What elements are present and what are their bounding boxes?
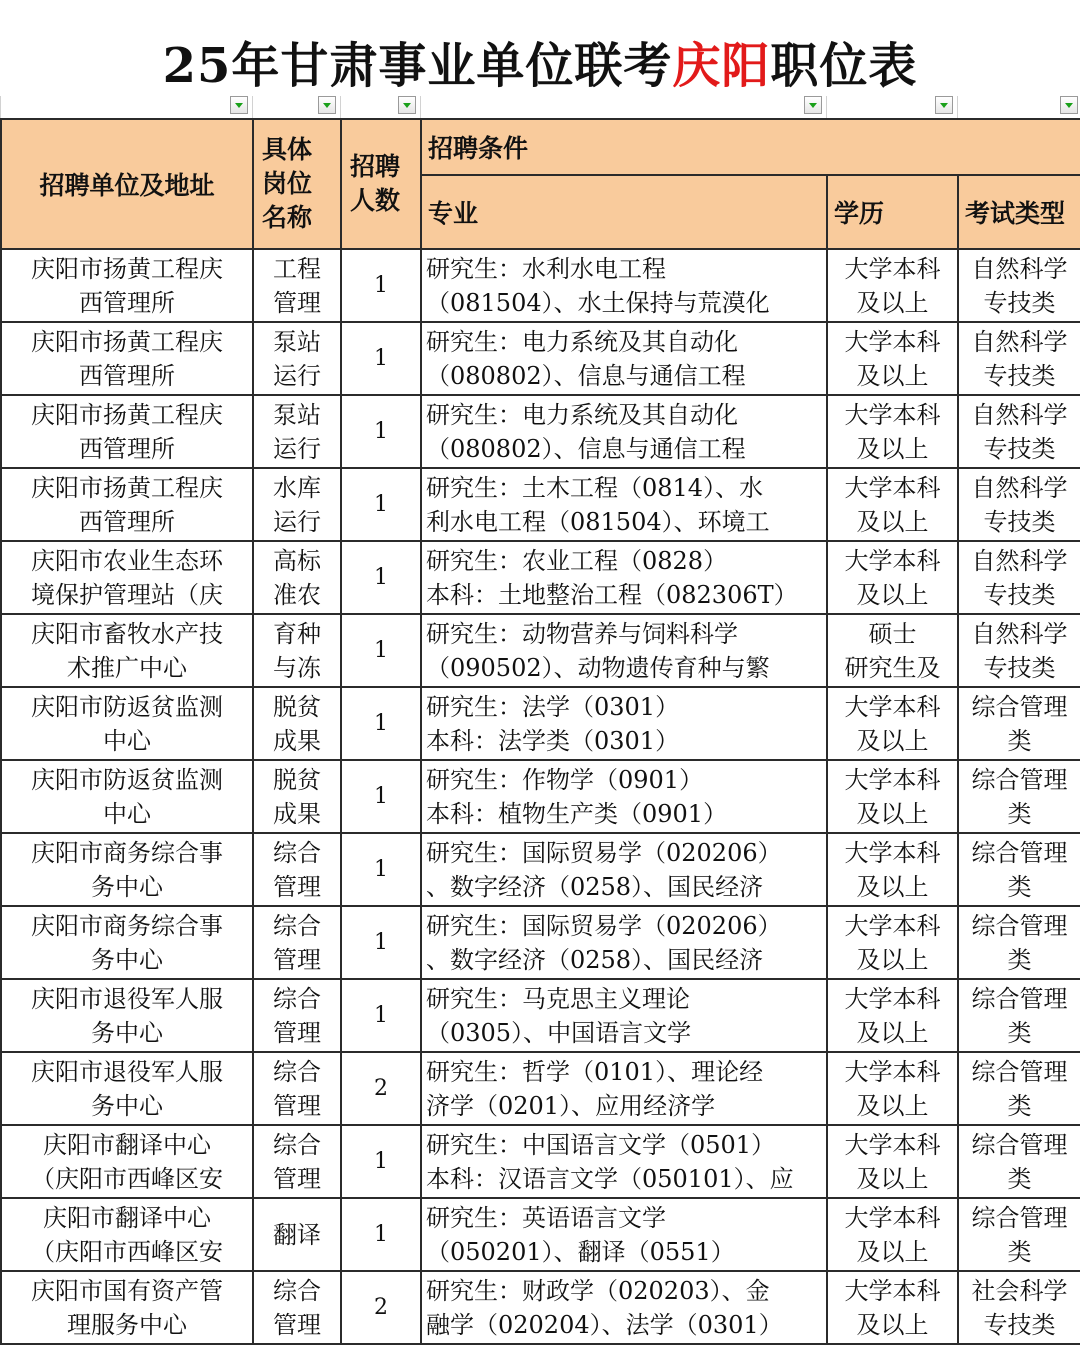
major-cell: 研究生：马克思主义理论 （0305）、中国语言文学 <box>421 979 827 1052</box>
dropdown-arrow-icon <box>936 97 952 113</box>
table-row <box>1 541 1080 614</box>
major-cell: 研究生：土木工程（0814）、水 利水电工程（081504）、环境工 <box>421 468 827 541</box>
position-cell: 综合 管理 <box>253 1271 341 1344</box>
position-cell: 综合 管理 <box>253 1125 341 1198</box>
unit-cell: 庆阳市商务综合事 务中心 <box>1 906 253 979</box>
count-cell: 1 <box>341 322 421 395</box>
table-row <box>1 1271 1080 1344</box>
major-cell: 研究生：财政学（020203）、金 融学（020204）、法学（0301） <box>421 1271 827 1344</box>
education-cell: 大学本科 及以上 <box>827 687 958 760</box>
table-row <box>1 249 1080 322</box>
education-cell: 大学本科 及以上 <box>827 1198 958 1271</box>
education-cell: 大学本科 及以上 <box>827 1052 958 1125</box>
education-cell: 大学本科 及以上 <box>827 395 958 468</box>
major-cell: 研究生：动物营养与饲料科学 （090502）、动物遗传育种与繁 <box>421 614 827 687</box>
position-table <box>0 118 1080 1345</box>
education-cell: 硕士 研究生及 <box>827 614 958 687</box>
exam-type-cell: 综合管理 类 <box>958 1052 1080 1125</box>
position-cell: 工程 管理 <box>253 249 341 322</box>
education-cell: 大学本科 及以上 <box>827 760 958 833</box>
table-row <box>1 833 1080 906</box>
table-row <box>1 906 1080 979</box>
exam-filter-button[interactable] <box>1060 96 1078 114</box>
unit-cell: 庆阳市商务综合事 务中心 <box>1 833 253 906</box>
exam-type-cell: 综合管理 类 <box>958 833 1080 906</box>
unit-cell: 庆阳市畜牧水产技 术推广中心 <box>1 614 253 687</box>
dropdown-arrow-icon <box>319 97 335 113</box>
table-row <box>1 687 1080 760</box>
table-row <box>1 322 1080 395</box>
exam-type-cell: 社会科学 专技类 <box>958 1271 1080 1344</box>
major-cell: 研究生：国际贸易学（020206） 、数字经济（0258）、国民经济 <box>421 833 827 906</box>
count-cell: 1 <box>341 614 421 687</box>
position-cell: 水库 运行 <box>253 468 341 541</box>
exam-type-cell: 综合管理 类 <box>958 979 1080 1052</box>
education-cell: 大学本科 及以上 <box>827 1271 958 1344</box>
unit-cell: 庆阳市翻译中心 （庆阳市西峰区安 <box>1 1198 253 1271</box>
education-cell: 大学本科 及以上 <box>827 1125 958 1198</box>
unit-cell: 庆阳市防返贫监测 中心 <box>1 760 253 833</box>
count-cell: 2 <box>341 1052 421 1125</box>
major-cell: 研究生：国际贸易学（020206） 、数字经济（0258）、国民经济 <box>421 906 827 979</box>
header-unit: 招聘单位及地址 <box>1 119 253 249</box>
position-cell: 高标 准农 <box>253 541 341 614</box>
count-cell: 1 <box>341 906 421 979</box>
exam-type-cell: 综合管理 类 <box>958 760 1080 833</box>
unit-cell: 庆阳市退役军人服 务中心 <box>1 979 253 1052</box>
position-cell: 综合 管理 <box>253 906 341 979</box>
exam-type-cell: 自然科学 专技类 <box>958 395 1080 468</box>
major-cell: 研究生：电力系统及其自动化 （080802）、信息与通信工程 <box>421 322 827 395</box>
education-cell: 大学本科 及以上 <box>827 906 958 979</box>
exam-type-cell: 自然科学 专技类 <box>958 468 1080 541</box>
dropdown-arrow-icon <box>231 97 247 113</box>
dropdown-arrow-icon <box>805 97 821 113</box>
exam-type-cell: 综合管理 类 <box>958 1125 1080 1198</box>
unit-cell: 庆阳市翻译中心 （庆阳市西峰区安 <box>1 1125 253 1198</box>
count-filter-button[interactable] <box>398 96 416 114</box>
header-position: 具体 岗位 名称 <box>253 119 341 249</box>
count-cell: 1 <box>341 249 421 322</box>
table-row <box>1 1198 1080 1271</box>
position-cell: 脱贫 成果 <box>253 760 341 833</box>
exam-type-cell: 综合管理 类 <box>958 687 1080 760</box>
education-cell: 大学本科 及以上 <box>827 541 958 614</box>
count-cell: 1 <box>341 833 421 906</box>
unit-cell: 庆阳市扬黄工程庆 西管理所 <box>1 468 253 541</box>
major-cell: 研究生：英语语言文学 （050201）、翻译（0551） <box>421 1198 827 1271</box>
exam-type-cell: 自然科学 专技类 <box>958 614 1080 687</box>
major-cell: 研究生：哲学（0101）、理论经 济学（0201）、应用经济学 <box>421 1052 827 1125</box>
table-row <box>1 760 1080 833</box>
unit-filter-button[interactable] <box>230 96 248 114</box>
major-filter-button[interactable] <box>804 96 822 114</box>
count-cell: 1 <box>341 468 421 541</box>
dropdown-arrow-icon <box>399 97 415 113</box>
table-row <box>1 979 1080 1052</box>
header-major: 专业 <box>421 175 827 249</box>
position-cell: 泵站 运行 <box>253 322 341 395</box>
table-row <box>1 1052 1080 1125</box>
education-cell: 大学本科 及以上 <box>827 249 958 322</box>
filter-bar <box>0 96 1080 118</box>
unit-cell: 庆阳市扬黄工程庆 西管理所 <box>1 249 253 322</box>
major-cell: 研究生：中国语言文学（0501） 本科：汉语言文学（050101）、应 <box>421 1125 827 1198</box>
table-row <box>1 614 1080 687</box>
position-cell: 综合 管理 <box>253 979 341 1052</box>
position-cell: 脱贫 成果 <box>253 687 341 760</box>
major-cell: 研究生：电力系统及其自动化 （080802）、信息与通信工程 <box>421 395 827 468</box>
unit-cell: 庆阳市扬黄工程庆 西管理所 <box>1 395 253 468</box>
exam-type-cell: 自然科学 专技类 <box>958 249 1080 322</box>
dropdown-arrow-icon <box>1061 97 1077 113</box>
unit-cell: 庆阳市防返贫监测 中心 <box>1 687 253 760</box>
count-cell: 1 <box>341 1198 421 1271</box>
unit-cell: 庆阳市农业生态环 境保护管理站（庆 <box>1 541 253 614</box>
count-cell: 2 <box>341 1271 421 1344</box>
count-cell: 1 <box>341 687 421 760</box>
position-cell: 综合 管理 <box>253 1052 341 1125</box>
position-cell: 翻译 <box>253 1198 341 1271</box>
education-filter-button[interactable] <box>935 96 953 114</box>
header-exam-type: 考试类型 <box>958 175 1080 249</box>
major-cell: 研究生：水利水电工程 （081504）、水土保持与荒漠化 <box>421 249 827 322</box>
unit-cell: 庆阳市扬黄工程庆 西管理所 <box>1 322 253 395</box>
table-row <box>1 395 1080 468</box>
count-cell: 1 <box>341 979 421 1052</box>
position-cell: 育种 与冻 <box>253 614 341 687</box>
position-cell: 泵站 运行 <box>253 395 341 468</box>
header-count: 招聘 人数 <box>341 119 421 249</box>
major-cell: 研究生：法学（0301） 本科：法学类（0301） <box>421 687 827 760</box>
count-cell: 1 <box>341 395 421 468</box>
exam-type-cell: 自然科学 专技类 <box>958 541 1080 614</box>
table-row <box>1 468 1080 541</box>
exam-type-cell: 综合管理 类 <box>958 906 1080 979</box>
count-cell: 1 <box>341 760 421 833</box>
exam-type-cell: 自然科学 专技类 <box>958 322 1080 395</box>
count-cell: 1 <box>341 541 421 614</box>
exam-type-cell: 综合管理 类 <box>958 1198 1080 1271</box>
position-cell: 综合 管理 <box>253 833 341 906</box>
position-filter-button[interactable] <box>318 96 336 114</box>
education-cell: 大学本科 及以上 <box>827 979 958 1052</box>
major-cell: 研究生：农业工程（0828） 本科：土地整治工程（082306T） <box>421 541 827 614</box>
education-cell: 大学本科 及以上 <box>827 468 958 541</box>
unit-cell: 庆阳市退役军人服 务中心 <box>1 1052 253 1125</box>
header-education: 学历 <box>827 175 958 249</box>
count-cell: 1 <box>341 1125 421 1198</box>
education-cell: 大学本科 及以上 <box>827 833 958 906</box>
table-row <box>1 1125 1080 1198</box>
education-cell: 大学本科 及以上 <box>827 322 958 395</box>
unit-cell: 庆阳市国有资产管 理服务中心 <box>1 1271 253 1344</box>
header-conditions: 招聘条件 <box>421 119 1080 175</box>
major-cell: 研究生：作物学（0901） 本科：植物生产类（0901） <box>421 760 827 833</box>
page-title: 25年甘肃事业单位联考庆阳职位表 <box>162 38 918 94</box>
